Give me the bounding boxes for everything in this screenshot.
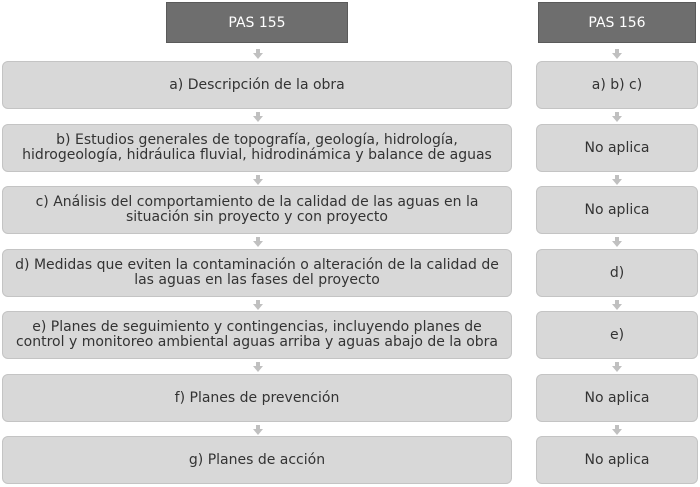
pas155-item-a: a) Descripción de la obra [2, 61, 512, 109]
down-arrow-icon [612, 362, 622, 372]
pas156-item-c: No aplica [536, 186, 698, 234]
down-arrow-icon [253, 237, 263, 247]
down-arrow-icon [253, 425, 263, 435]
down-arrow-icon [253, 112, 263, 122]
down-arrow-icon [612, 300, 622, 310]
down-arrow-icon [612, 237, 622, 247]
down-arrow-icon [253, 362, 263, 372]
pas156-item-e: e) [536, 311, 698, 359]
pas156-item-b: No aplica [536, 124, 698, 172]
down-arrow-icon [253, 49, 263, 59]
pas155-item-g: g) Planes de acción [2, 436, 512, 484]
pas156-item-f: No aplica [536, 374, 698, 422]
pas156-item-a: a) b) c) [536, 61, 698, 109]
pas155-item-d: d) Medidas que eviten la contaminación o alteración de la calidad de las aguas en las fases del proyecto [2, 249, 512, 297]
down-arrow-icon [612, 425, 622, 435]
down-arrow-icon [253, 300, 263, 310]
pas156-item-d: d) [536, 249, 698, 297]
down-arrow-icon [612, 175, 622, 185]
pas155-item-f: f) Planes de prevención [2, 374, 512, 422]
down-arrow-icon [612, 49, 622, 59]
pas156-item-g: No aplica [536, 436, 698, 484]
header-pas-156: PAS 156 [538, 2, 696, 43]
down-arrow-icon [612, 112, 622, 122]
pas155-item-b: b) Estudios generales de topografía, geología, hidrología, hidrogeología, hidráulica fluvial, hidrodinámica y balance de aguas [2, 124, 512, 172]
pas155-item-c: c) Análisis del comportamiento de la calidad de las aguas en la situación sin proyecto y con proyecto [2, 186, 512, 234]
pas155-item-e: e) Planes de seguimiento y contingencias, incluyendo planes de control y monitoreo ambiental aguas arriba y aguas abajo de la obra [2, 311, 512, 359]
down-arrow-icon [253, 175, 263, 185]
header-pas-155: PAS 155 [166, 2, 348, 43]
